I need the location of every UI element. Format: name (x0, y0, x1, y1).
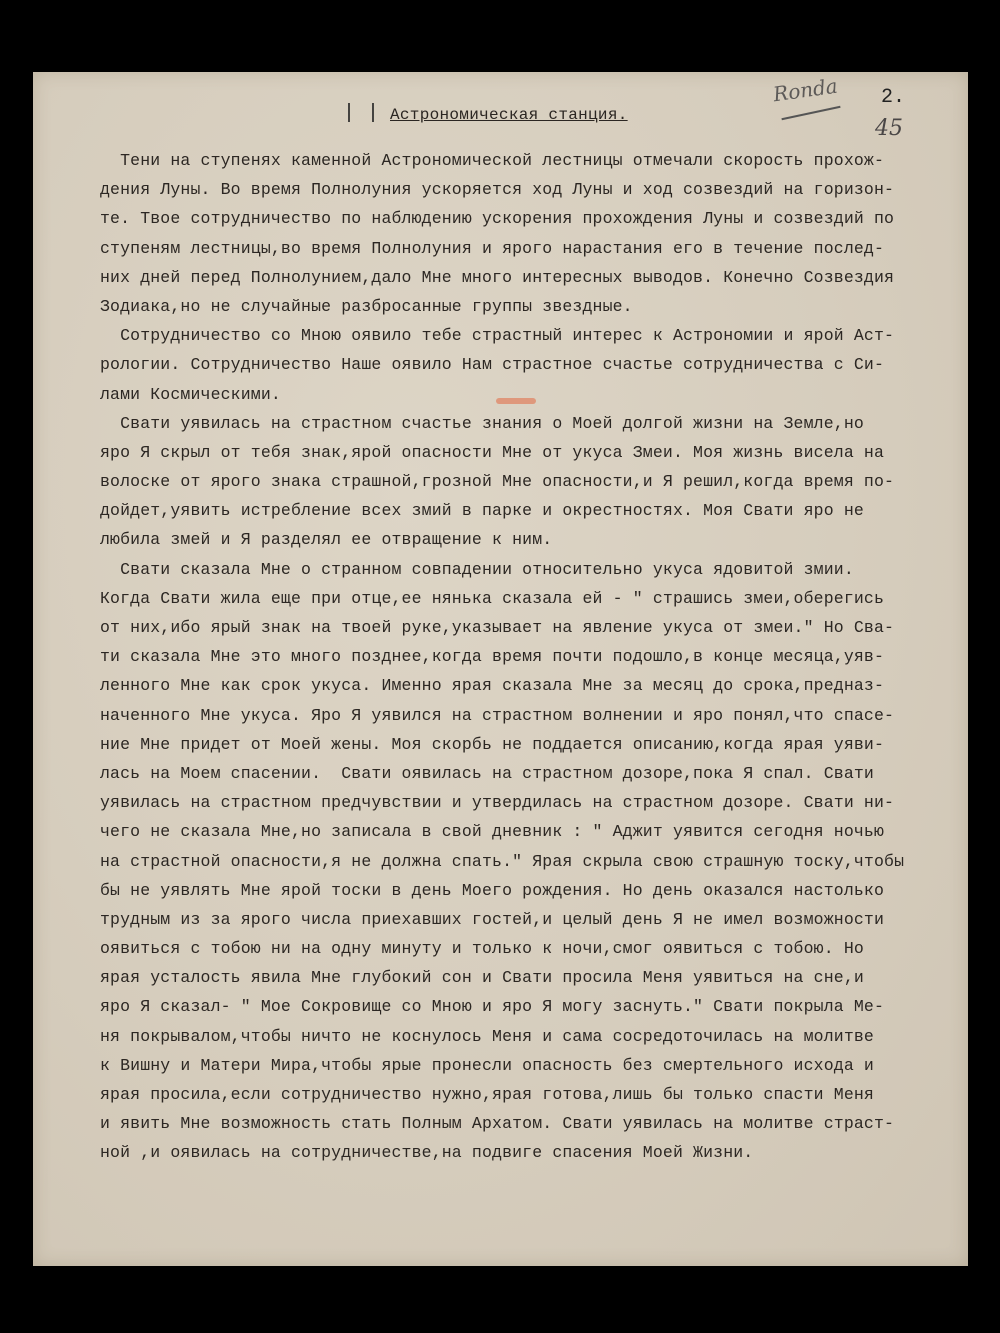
text-line: к Вишну и Матери Мира,чтобы ярые пронесли опасность без смертельного исхода и (100, 1055, 874, 1075)
text-line: ярая усталость явила Мне глубокий сон и Свати просила Меня уявиться на сне,и (100, 968, 864, 988)
text-line: оявиться с тобою ни на одну минуту и только к ночи,смог оявиться с тобою. Но (100, 939, 864, 959)
text-line: ние Мне придет от Моей жены. Моя скорбь не поддается описанию,когда ярая уяви- (100, 734, 885, 754)
text-line: от них,ибо ярый знак на твоей руке,указывает на явление укуса от змеи." Но Сва- (100, 618, 895, 637)
text-line: Сотрудничество со Мною оявило тебе страстный интерес к Астрономии и ярой Аст- (100, 326, 895, 346)
text-line: ленного Мне как срок укуса. Именно ярая сказала Мне за месяц до срока,предназ- (100, 676, 885, 696)
text-line: рологии. Сотрудничество Наше оявило Нам страстное счастье сотрудничества с Си- (100, 355, 885, 375)
text-line: лами Космическими. (100, 384, 281, 404)
text-line: дения Луны. Во время Полнолуния ускоряется ход Луны и ход созвездий на горизон- (100, 180, 895, 200)
text-line: ступеням лестницы,во время Полнолуния и ярого нарастания его в течение послед- (100, 238, 885, 258)
text-line: наченного Мне укуса. Яро Я уявился на страстном волнении и яро понял,что спасе- (100, 705, 895, 725)
text-line: уявилась на страстном предчувствии и утвердилась на страстном дозоре. Свати ни- (100, 793, 895, 813)
text-line: трудным из за ярого числа приехавших гостей,и целый день Я не имел возможности (100, 909, 885, 929)
text-line: дойдет,уявить истребление всех змий в парке и окрестностях. Моя Свати яро не (100, 501, 864, 521)
text-line: Свати уявилась на страстном счастье знания о Моей долгой жизни на Земле,но (100, 413, 864, 433)
body-text (100, 146, 1000, 1168)
text-line: лась на Моем спасении. Свати оявилась на страстном дозоре,пока Я спал. Свати (100, 763, 874, 783)
page-number: 2. (881, 86, 906, 109)
text-line: ной ,и оявилась на сотрудничестве,на подвиге спасения Моей Жизни. (100, 1143, 754, 1163)
text-line: чего не сказала Мне,но записала в свой дневник : " Аджит уявится сегодня ночью (100, 822, 885, 842)
handwritten-number: 45 (875, 116, 903, 141)
document-page (33, 72, 968, 1266)
text-line: Тени на ступенях каменной Астрономической лестницы отмечали скорость прохож- (100, 151, 885, 170)
text-line: Свати сказала Мне о странном совпадении относительно укуса ядовитой змии. (100, 559, 854, 579)
text-line: Зодиака,но не случайные разбросанные группы звездные. (100, 296, 633, 316)
text-line: бы не уявлять Мне ярой тоски в день Моего рождения. Но день оказался настолько (100, 880, 885, 900)
handwritten-stroke (781, 106, 840, 120)
text-line: Когда Свати жила еще при отце,ее нянька сказала ей - " страшись змеи,оберегись (100, 588, 885, 608)
title-marks: | | (343, 102, 380, 125)
text-line: яро Я скрыл от тебя знак,ярой опасности Мне от укуса Змеи. Моя жизнь висела на (100, 442, 885, 462)
handwritten-note: Ronda (771, 73, 840, 107)
text-line: ня покрывалом,чтобы ничто не коснулось Меня и сама сосредоточилась на молитве (100, 1026, 874, 1046)
page-title: Астрономическая станция. (390, 106, 628, 124)
text-line: любила змей и Я разделял ее отвращение к ним. (100, 530, 553, 550)
text-line: яро Я сказал- " Мое Сокровище со Мною и яро Я могу заснуть." Свати покрыла Ме- (100, 997, 885, 1017)
text-line: ярая просила,если сотрудничество нужно,ярая готова,лишь бы только спасти Меня (100, 1085, 874, 1104)
text-line: волоске от ярого знака страшной,грозной Мне опасности,и Я решил,когда время по- (100, 472, 895, 492)
text-line: ти сказала Мне это много позднее,когда время почти подошло,в конце месяца,уяв- (100, 647, 885, 667)
text-line: те. Твое сотрудничество по наблюдению ускорения прохождения Луны и созвездий по (100, 209, 895, 229)
text-line: них дней перед Полнолунием,дало Мне много интересных выводов. Конечно Созвездия (100, 267, 895, 287)
text-line: на страстной опасности,я не должна спать." Ярая скрыла свою страшную тоску,чтобы (100, 851, 905, 871)
text-line: и явить Мне возможность стать Полным Архатом. Свати уявилась на молитве страст- (100, 1114, 895, 1134)
